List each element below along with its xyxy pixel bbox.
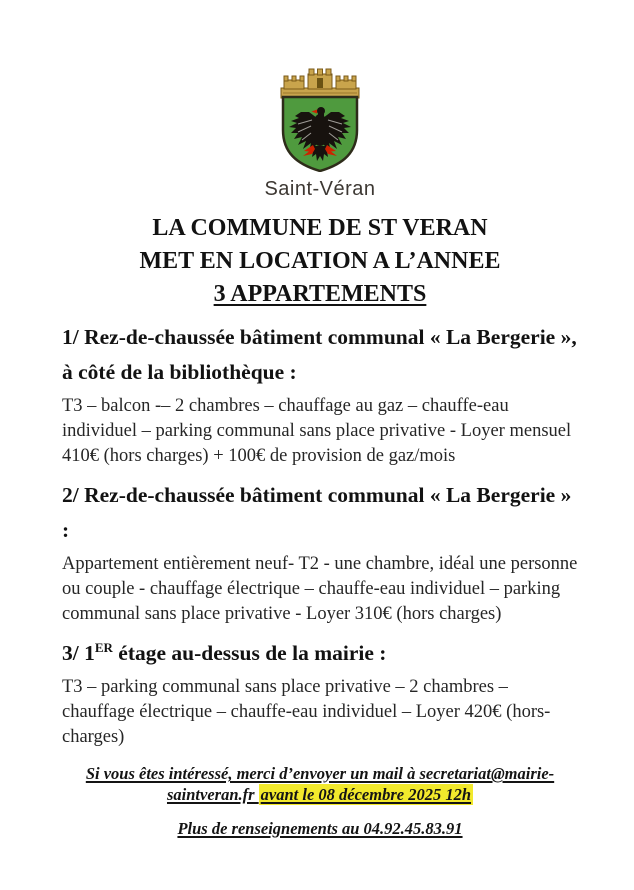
section-3-heading: 3/ 1ER étage au-dessus de la mairie : — [62, 639, 387, 665]
section-apartment-2 — [62, 478, 578, 627]
saint-veran-coat-of-arms-icon — [276, 68, 364, 172]
footer-contact — [62, 763, 578, 839]
title-line-3: 3 APPARTEMENTS — [213, 281, 427, 307]
contact-phone-line: Plus de renseignements au 04.92.45.83.91 — [177, 819, 463, 838]
title-line-1: LA COMMUNE DE ST VERAN — [152, 215, 488, 241]
section-apartment-1 — [62, 320, 578, 469]
contact-email-line-2 — [62, 784, 578, 805]
contact-email-line-1: Si vous êtes intéressé, merci d’envoyer un mail à secretariat@mairie- — [85, 764, 555, 783]
section-apartment-3 — [62, 636, 578, 750]
section-3-description: T3 – parking communal sans place privative – 2 chambres – chauffage électrique – chauffe-eau individuel – Loyer 420€ (hors-charges) — [62, 677, 551, 747]
title-line-2: MET EN LOCATION A L’ANNEE — [139, 248, 501, 274]
deadline-highlight: avant le 08 décembre 2025 12h — [260, 785, 472, 804]
document-title — [62, 212, 578, 311]
contact-email-domain: saintveran.fr — [166, 785, 259, 804]
section-2-description: Appartement entièrement neuf- T2 - une chambre, idéal une personne ou couple - chauffage électrique – chauffe-eau individuel – parking communal sans place privative - Loyer 310€ (hors charges) — [62, 554, 578, 624]
crest-label: Saint-Véran — [264, 178, 376, 200]
crest-block — [62, 68, 578, 200]
section-1-heading: 1/ Rez-de-chaussée bâtiment communal « La Bergerie », à côté de la bibliothèque : — [62, 325, 577, 384]
section-1-description: T3 – balcon -– 2 chambres – chauffage au gaz – chauffe-eau individuel – parking communal sans place privative - Loyer mensuel 410€ (hors charges) + 100€ de provision de gaz/mois — [62, 396, 572, 466]
section-2-heading: 2/ Rez-de-chaussée bâtiment communal « La Bergerie » : — [62, 483, 572, 542]
